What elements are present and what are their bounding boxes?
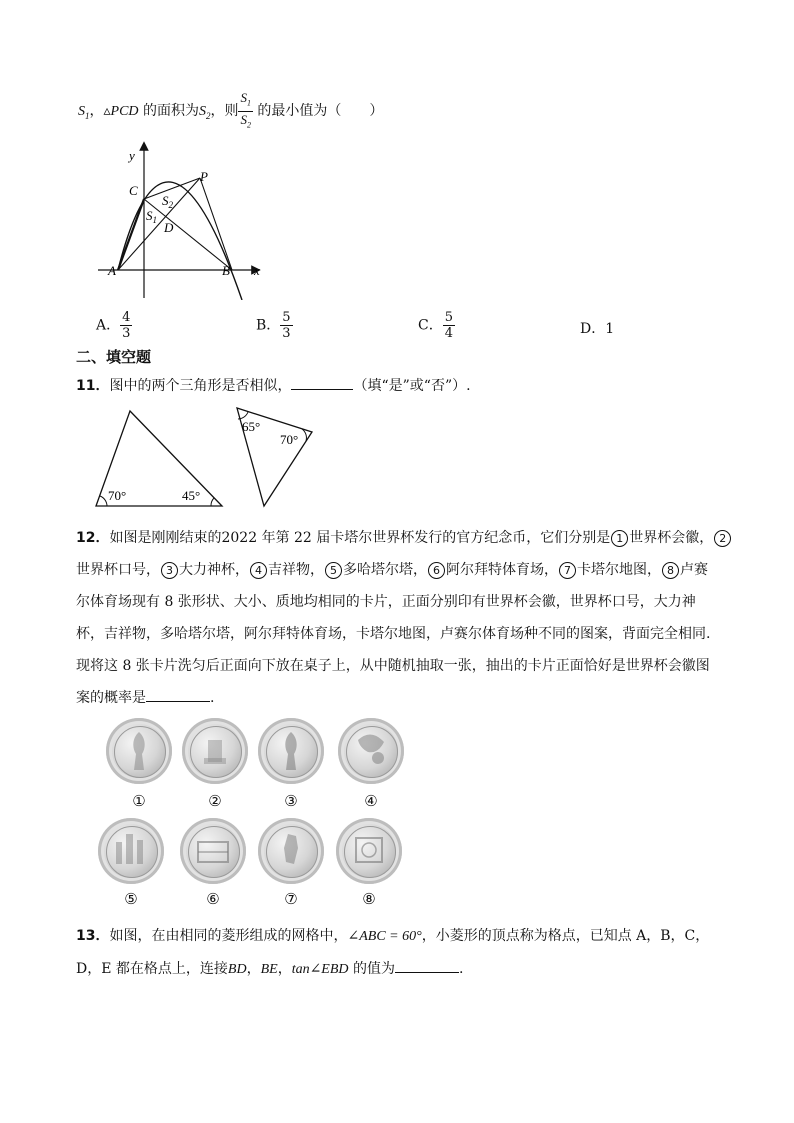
option-a[interactable]: A． $\frac{4}{3}$ xyxy=(96,310,131,341)
coin-label-1: ① xyxy=(132,792,146,810)
tri2-angle-65: 65° xyxy=(242,419,261,434)
tri2-angle-70: 70° xyxy=(280,432,299,447)
label-x: x xyxy=(254,263,260,278)
label-s2: $S_2$ xyxy=(162,193,173,210)
label-s1: $S_1$ xyxy=(146,208,157,225)
tri1-angle-45: 45° xyxy=(182,488,201,503)
coin-al-bayt-stadium xyxy=(180,818,246,884)
q12-question: 12．如图是刚刚结束的2022 年第 22 届卡塔尔世界杯发行的官方纪念币，它们分别是 1 世界杯会徽， 2 世界杯口号， 3 大力神杯， 4 吉祥物， 5 多哈塔尔塔， 6 阿尔拜特体育场， 7 卡塔尔地图， 8 卢赛 尔体育场现有 8 张形状、大小、质地均相同的卡片，正面分别印有世界杯会徽，世界杯口号，大力神 杯，吉祥物，多哈塔尔塔，阿尔拜特体育场，卡塔尔地图，卢赛尔体育场种不同的图案，背面完全相同. 现将这 8 张卡片洗匀后正面向下放在桌子上，从中随机抽取一张，抽出的卡片正面恰好是世界杯会徽图 案的概率是 . xyxy=(76,522,744,714)
label-p: P xyxy=(200,169,208,184)
coin-emblem xyxy=(106,718,172,784)
triangle-pcd: ▵PCD xyxy=(103,104,139,120)
label-a: A xyxy=(108,263,116,278)
q11-answer-blank[interactable] xyxy=(291,375,353,390)
q11-question: 11．图中的两个三角形是否相似， （填“是”或“否”）. xyxy=(76,375,471,395)
option-b[interactable]: B． $\frac{5}{3}$ xyxy=(256,310,291,341)
coin-mascot xyxy=(338,718,404,784)
coin-trophy xyxy=(258,718,324,784)
label-c: C xyxy=(129,183,138,198)
coin-slogan xyxy=(182,718,248,784)
coin-label-3: ③ xyxy=(284,792,298,810)
coin-qatar-map xyxy=(258,818,324,884)
label-d: D xyxy=(164,220,174,235)
s2-symbol: $S_2$ xyxy=(198,104,211,121)
option-c[interactable]: C． $\frac{5}{4}$ xyxy=(418,310,453,341)
two-triangles-figure xyxy=(92,400,332,515)
q13-answer-blank[interactable] xyxy=(395,958,459,973)
ratio-fraction: $\frac{S_1}{S_2}$ xyxy=(240,90,251,130)
label-b: B xyxy=(222,263,230,278)
option-d[interactable]: D．1 xyxy=(580,321,615,337)
label-y: y xyxy=(129,148,135,163)
parabola-graph xyxy=(96,140,276,300)
coin-label-5: ⑤ xyxy=(124,890,138,908)
q13-question: 13．如图，在由相同的菱形组成的网格中，∠ABC = 60°，小菱形的顶点称为格点，已知点 A，B，C， D，E 都在格点上，连接BD，BE，tan∠EBD 的值为 . xyxy=(76,928,710,977)
section-heading: 二、填空题 xyxy=(76,348,152,366)
coin-label-4: ④ xyxy=(364,792,378,810)
s1-symbol: $S_1$ xyxy=(78,104,90,121)
coin-lusail-stadium xyxy=(336,818,402,884)
coin-label-8: ⑧ xyxy=(362,890,376,908)
coin-label-7: ⑦ xyxy=(284,890,298,908)
q10-question-line: $S_1$，▵PCD 的面积为$S_2$，则 $\frac{S_1}{S_2}$ 的最小值为（ ） xyxy=(78,90,383,126)
tri1-angle-70: 70° xyxy=(108,488,127,503)
coin-label-6: ⑥ xyxy=(206,890,220,908)
coin-tower xyxy=(98,818,164,884)
coin-label-2: ② xyxy=(208,792,222,810)
q12-answer-blank[interactable] xyxy=(146,687,210,702)
